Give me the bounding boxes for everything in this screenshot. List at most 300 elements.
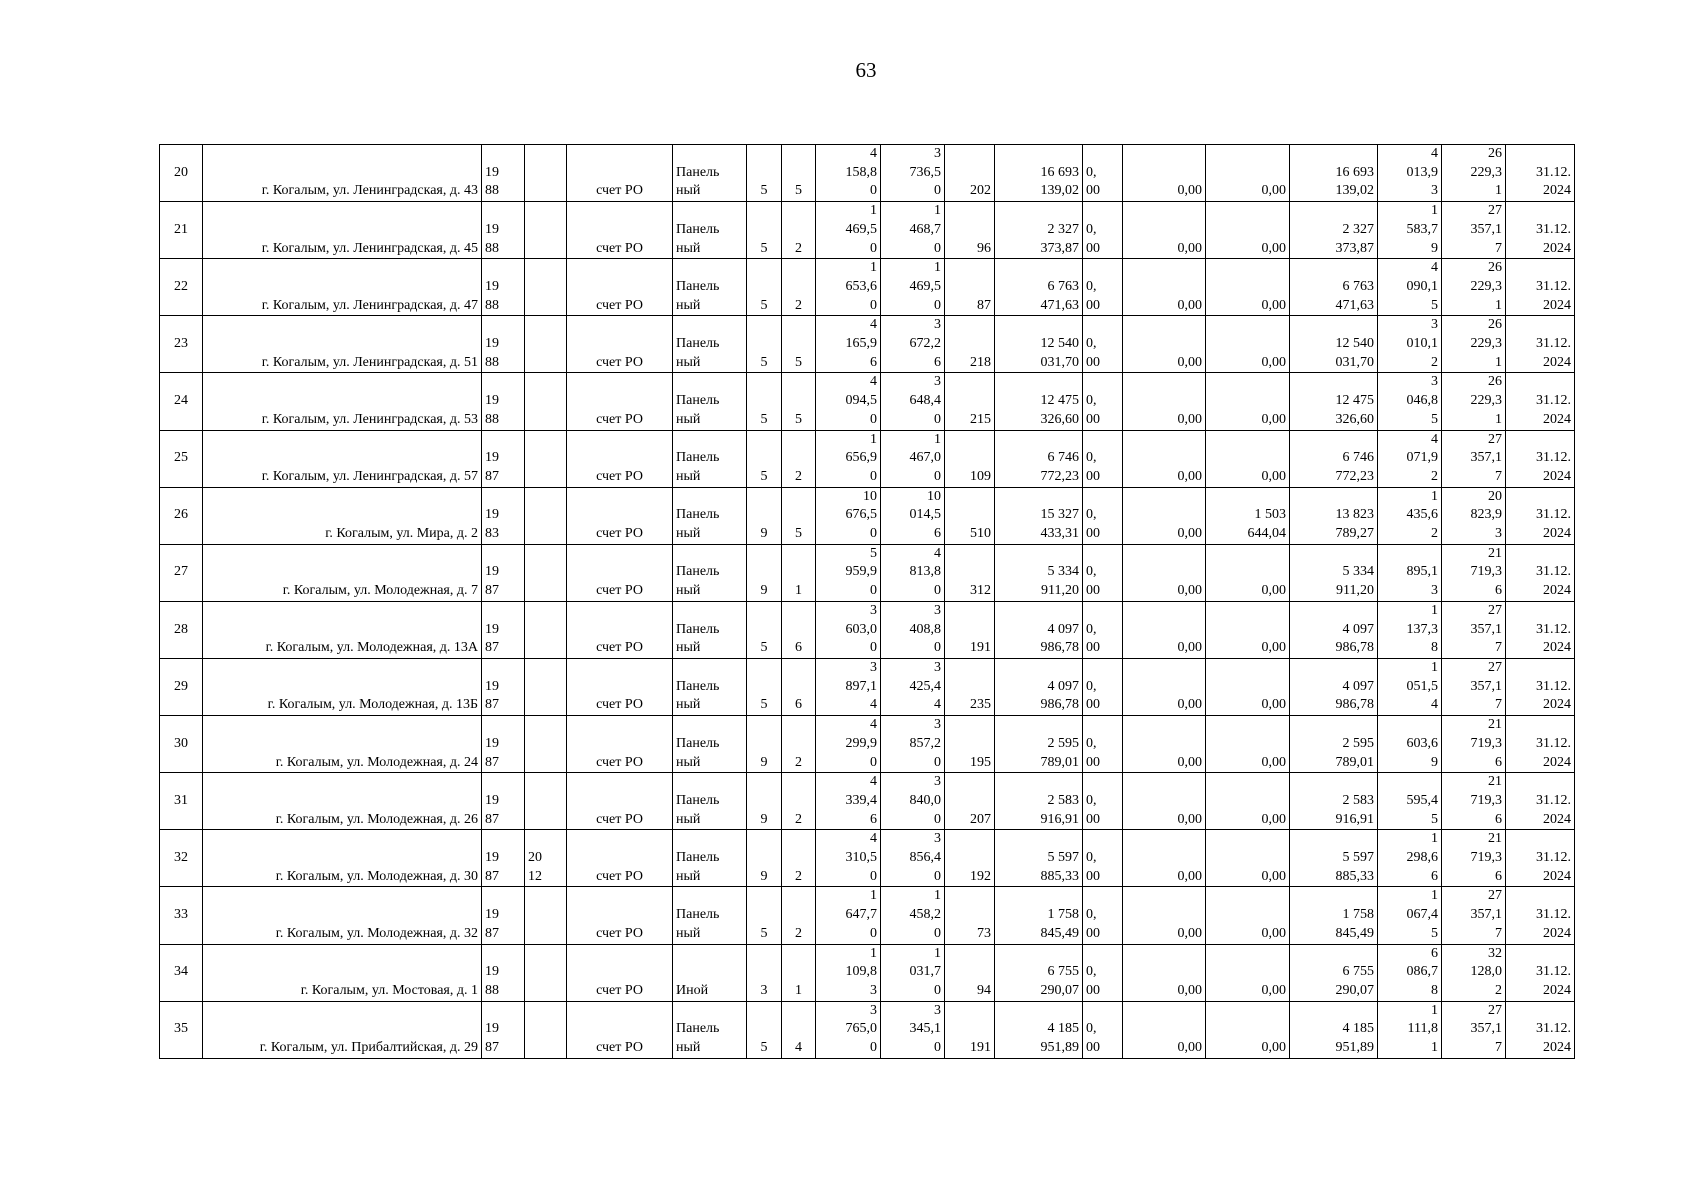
unit-cost-cell: 4 013,9 3 <box>1378 145 1442 202</box>
row-number: 27 <box>160 544 203 601</box>
unit-cost-cell: 595,4 5 <box>1378 773 1442 830</box>
row-number: 34 <box>160 944 203 1001</box>
build-year-cell: 19 87 <box>482 887 525 944</box>
wall-material-cell: Панель ный <box>673 544 747 601</box>
cost-fund-cell: 0, 00 <box>1083 773 1123 830</box>
address-cell: г. Когалым, ул. Ленинградская, д. 53 <box>203 373 482 430</box>
renovation-year-cell <box>525 716 567 773</box>
cost-owners-cell: 4 097 986,78 <box>1290 658 1378 715</box>
floors-cell: 5 <box>747 202 782 259</box>
build-year-cell: 19 83 <box>482 487 525 544</box>
wall-material-cell: Панель ный <box>673 145 747 202</box>
address-cell: г. Когалым, ул. Молодежная, д. 30 <box>203 830 482 887</box>
cost-local-cell: 0,00 <box>1206 1001 1290 1058</box>
cost-regional-cell: 0,00 <box>1123 430 1206 487</box>
cost-owners-cell: 12 475 326,60 <box>1290 373 1378 430</box>
residents-cell: 195 <box>945 716 995 773</box>
wall-material-cell: Панель ный <box>673 658 747 715</box>
total-area-cell: 3 765,0 0 <box>816 1001 881 1058</box>
cost-fund-cell: 0, 00 <box>1083 658 1123 715</box>
table-row <box>160 316 1575 373</box>
residents-cell: 202 <box>945 145 995 202</box>
renovation-year-cell <box>525 1001 567 1058</box>
total-cost-cell: 4 097 986,78 <box>995 658 1083 715</box>
cost-fund-cell: 0, 00 <box>1083 373 1123 430</box>
build-year-cell: 19 87 <box>482 716 525 773</box>
row-number: 22 <box>160 259 203 316</box>
cost-owners-cell: 12 540 031,70 <box>1290 316 1378 373</box>
address-cell: г. Когалым, ул. Молодежная, д. 13Б <box>203 658 482 715</box>
entrances-cell: 2 <box>782 202 816 259</box>
total-area-cell: 4 310,5 0 <box>816 830 881 887</box>
residents-cell: 312 <box>945 544 995 601</box>
unit-cost-cell: 895,1 3 <box>1378 544 1442 601</box>
renovation-year-cell <box>525 658 567 715</box>
row-number: 33 <box>160 887 203 944</box>
residents-cell: 510 <box>945 487 995 544</box>
residential-area-cell: 1 468,7 0 <box>881 202 945 259</box>
cost-local-cell: 1 503 644,04 <box>1206 487 1290 544</box>
total-cost-cell: 16 693 139,02 <box>995 145 1083 202</box>
cost-owners-cell: 6 746 772,23 <box>1290 430 1378 487</box>
residents-cell: 218 <box>945 316 995 373</box>
total-area-cell: 1 469,5 0 <box>816 202 881 259</box>
unit-cost-cell: 1 583,7 9 <box>1378 202 1442 259</box>
cost-regional-cell: 0,00 <box>1123 316 1206 373</box>
max-cost-cell: 21 719,3 6 <box>1442 773 1506 830</box>
cost-regional-cell: 0,00 <box>1123 373 1206 430</box>
deadline-cell: 31.12. 2024 <box>1506 487 1575 544</box>
deadline-cell: 31.12. 2024 <box>1506 430 1575 487</box>
cost-regional-cell: 0,00 <box>1123 202 1206 259</box>
residents-cell: 192 <box>945 830 995 887</box>
cost-owners-cell: 2 583 916,91 <box>1290 773 1378 830</box>
unit-cost-cell: 3 046,8 5 <box>1378 373 1442 430</box>
cost-owners-cell: 2 327 373,87 <box>1290 202 1378 259</box>
cost-owners-cell: 1 758 845,49 <box>1290 887 1378 944</box>
residents-cell: 215 <box>945 373 995 430</box>
total-area-cell: 1 647,7 0 <box>816 887 881 944</box>
deadline-cell: 31.12. 2024 <box>1506 373 1575 430</box>
cost-fund-cell: 0, 00 <box>1083 316 1123 373</box>
renovation-year-cell <box>525 145 567 202</box>
cost-fund-cell: 0, 00 <box>1083 430 1123 487</box>
wall-material-cell: Панель ный <box>673 1001 747 1058</box>
row-number: 35 <box>160 1001 203 1058</box>
entrances-cell: 2 <box>782 430 816 487</box>
entrances-cell: 6 <box>782 601 816 658</box>
address-cell: г. Когалым, ул. Ленинградская, д. 45 <box>203 202 482 259</box>
fund-method-cell: счет РО <box>567 487 673 544</box>
fund-method-cell: счет РО <box>567 716 673 773</box>
table-row <box>160 944 1575 1001</box>
renovation-year-cell <box>525 430 567 487</box>
address-cell: г. Когалым, ул. Прибалтийская, д. 29 <box>203 1001 482 1058</box>
unit-cost-cell: 1 435,6 2 <box>1378 487 1442 544</box>
table-row <box>160 544 1575 601</box>
table-row <box>160 1001 1575 1058</box>
build-year-cell: 19 88 <box>482 373 525 430</box>
deadline-cell: 31.12. 2024 <box>1506 259 1575 316</box>
fund-method-cell: счет РО <box>567 316 673 373</box>
wall-material-cell: Панель ный <box>673 601 747 658</box>
cost-regional-cell: 0,00 <box>1123 944 1206 1001</box>
build-year-cell: 19 88 <box>482 944 525 1001</box>
total-cost-cell: 2 583 916,91 <box>995 773 1083 830</box>
address-cell: г. Когалым, ул. Молодежная, д. 13А <box>203 601 482 658</box>
build-year-cell: 19 88 <box>482 259 525 316</box>
build-year-cell: 19 87 <box>482 773 525 830</box>
deadline-cell: 31.12. 2024 <box>1506 202 1575 259</box>
cost-regional-cell: 0,00 <box>1123 145 1206 202</box>
floors-cell: 5 <box>747 430 782 487</box>
page-number: 63 <box>855 58 877 82</box>
deadline-cell: 31.12. 2024 <box>1506 145 1575 202</box>
total-cost-cell: 1 758 845,49 <box>995 887 1083 944</box>
cost-owners-cell: 4 185 951,89 <box>1290 1001 1378 1058</box>
cost-owners-cell: 4 097 986,78 <box>1290 601 1378 658</box>
wall-material-cell: Панель ный <box>673 373 747 430</box>
deadline-cell: 31.12. 2024 <box>1506 316 1575 373</box>
build-year-cell: 19 88 <box>482 145 525 202</box>
wall-material-cell: Панель ный <box>673 716 747 773</box>
renovation-year-cell <box>525 373 567 430</box>
address-cell: г. Когалым, ул. Молодежная, д. 32 <box>203 887 482 944</box>
max-cost-cell: 27 357,1 7 <box>1442 887 1506 944</box>
wall-material-cell: Панель ный <box>673 316 747 373</box>
residential-area-cell: 3 408,8 0 <box>881 601 945 658</box>
wall-material-cell: Панель ный <box>673 887 747 944</box>
cost-fund-cell: 0, 00 <box>1083 887 1123 944</box>
build-year-cell: 19 87 <box>482 544 525 601</box>
table-row <box>160 716 1575 773</box>
fund-method-cell: счет РО <box>567 658 673 715</box>
total-cost-cell: 2 595 789,01 <box>995 716 1083 773</box>
total-cost-cell: 12 475 326,60 <box>995 373 1083 430</box>
build-year-cell: 19 87 <box>482 830 525 887</box>
table-body <box>160 145 1575 1059</box>
entrances-cell: 5 <box>782 487 816 544</box>
entrances-cell: 2 <box>782 830 816 887</box>
renovation-year-cell <box>525 944 567 1001</box>
residential-area-cell: 1 458,2 0 <box>881 887 945 944</box>
table-row <box>160 202 1575 259</box>
total-cost-cell: 6 763 471,63 <box>995 259 1083 316</box>
entrances-cell: 1 <box>782 544 816 601</box>
floors-cell: 9 <box>747 830 782 887</box>
floors-cell: 5 <box>747 145 782 202</box>
cost-fund-cell: 0, 00 <box>1083 202 1123 259</box>
residential-area-cell: 3 345,1 0 <box>881 1001 945 1058</box>
cost-owners-cell: 13 823 789,27 <box>1290 487 1378 544</box>
fund-method-cell: счет РО <box>567 202 673 259</box>
address-cell: г. Когалым, ул. Ленинградская, д. 43 <box>203 145 482 202</box>
total-cost-cell: 5 334 911,20 <box>995 544 1083 601</box>
total-cost-cell: 12 540 031,70 <box>995 316 1083 373</box>
renovation-year-cell <box>525 773 567 830</box>
floors-cell: 5 <box>747 887 782 944</box>
cost-regional-cell: 0,00 <box>1123 601 1206 658</box>
unit-cost-cell: 1 067,4 5 <box>1378 887 1442 944</box>
deadline-cell: 31.12. 2024 <box>1506 544 1575 601</box>
total-cost-cell: 5 597 885,33 <box>995 830 1083 887</box>
row-number: 21 <box>160 202 203 259</box>
cost-local-cell: 0,00 <box>1206 830 1290 887</box>
table-row <box>160 830 1575 887</box>
residents-cell: 87 <box>945 259 995 316</box>
cost-owners-cell: 5 597 885,33 <box>1290 830 1378 887</box>
renovation-year-cell: 20 12 <box>525 830 567 887</box>
cost-owners-cell: 5 334 911,20 <box>1290 544 1378 601</box>
residential-area-cell: 3 840,0 0 <box>881 773 945 830</box>
row-number: 26 <box>160 487 203 544</box>
max-cost-cell: 32 128,0 2 <box>1442 944 1506 1001</box>
address-cell: г. Когалым, ул. Молодежная, д. 24 <box>203 716 482 773</box>
total-area-cell: 4 165,9 6 <box>816 316 881 373</box>
deadline-cell: 31.12. 2024 <box>1506 944 1575 1001</box>
cost-local-cell: 0,00 <box>1206 316 1290 373</box>
deadline-cell: 31.12. 2024 <box>1506 830 1575 887</box>
cost-fund-cell: 0, 00 <box>1083 259 1123 316</box>
max-cost-cell: 27 357,1 7 <box>1442 601 1506 658</box>
entrances-cell: 1 <box>782 944 816 1001</box>
table-row <box>160 601 1575 658</box>
cost-local-cell: 0,00 <box>1206 601 1290 658</box>
max-cost-cell: 26 229,3 1 <box>1442 316 1506 373</box>
cost-local-cell: 0,00 <box>1206 658 1290 715</box>
total-cost-cell: 4 185 951,89 <box>995 1001 1083 1058</box>
cost-local-cell: 0,00 <box>1206 716 1290 773</box>
cost-fund-cell: 0, 00 <box>1083 487 1123 544</box>
residential-area-cell: 3 672,2 6 <box>881 316 945 373</box>
renovation-year-cell <box>525 544 567 601</box>
table-row <box>160 887 1575 944</box>
residential-area-cell: 4 813,8 0 <box>881 544 945 601</box>
total-area-cell: 3 603,0 0 <box>816 601 881 658</box>
total-cost-cell: 2 327 373,87 <box>995 202 1083 259</box>
deadline-cell: 31.12. 2024 <box>1506 601 1575 658</box>
unit-cost-cell: 1 111,8 1 <box>1378 1001 1442 1058</box>
total-area-cell: 1 109,8 3 <box>816 944 881 1001</box>
residential-area-cell: 3 425,4 4 <box>881 658 945 715</box>
row-number: 23 <box>160 316 203 373</box>
cost-regional-cell: 0,00 <box>1123 716 1206 773</box>
fund-method-cell: счет РО <box>567 601 673 658</box>
cost-regional-cell: 0,00 <box>1123 887 1206 944</box>
deadline-cell: 31.12. 2024 <box>1506 716 1575 773</box>
entrances-cell: 5 <box>782 373 816 430</box>
wall-material-cell: Панель ный <box>673 487 747 544</box>
cost-fund-cell: 0, 00 <box>1083 601 1123 658</box>
wall-material-cell: Панель ный <box>673 202 747 259</box>
cost-fund-cell: 0, 00 <box>1083 1001 1123 1058</box>
cost-fund-cell: 0, 00 <box>1083 716 1123 773</box>
max-cost-cell: 26 229,3 1 <box>1442 259 1506 316</box>
renovation-year-cell <box>525 316 567 373</box>
residential-area-cell: 3 857,2 0 <box>881 716 945 773</box>
build-year-cell: 19 87 <box>482 658 525 715</box>
total-cost-cell: 15 327 433,31 <box>995 487 1083 544</box>
renovation-year-cell <box>525 202 567 259</box>
total-cost-cell: 4 097 986,78 <box>995 601 1083 658</box>
residents-cell: 235 <box>945 658 995 715</box>
table-row <box>160 773 1575 830</box>
residents-cell: 207 <box>945 773 995 830</box>
renovation-year-cell <box>525 259 567 316</box>
wall-material-cell: Панель ный <box>673 773 747 830</box>
residential-area-cell: 10 014,5 6 <box>881 487 945 544</box>
cost-regional-cell: 0,00 <box>1123 773 1206 830</box>
cost-local-cell: 0,00 <box>1206 430 1290 487</box>
entrances-cell: 5 <box>782 145 816 202</box>
floors-cell: 9 <box>747 487 782 544</box>
total-area-cell: 4 299,9 0 <box>816 716 881 773</box>
renovation-year-cell <box>525 601 567 658</box>
entrances-cell: 2 <box>782 716 816 773</box>
cost-local-cell: 0,00 <box>1206 373 1290 430</box>
total-area-cell: 4 158,8 0 <box>816 145 881 202</box>
cost-local-cell: 0,00 <box>1206 887 1290 944</box>
cost-owners-cell: 16 693 139,02 <box>1290 145 1378 202</box>
total-cost-cell: 6 746 772,23 <box>995 430 1083 487</box>
table-row <box>160 145 1575 202</box>
unit-cost-cell: 4 090,1 5 <box>1378 259 1442 316</box>
table-row <box>160 430 1575 487</box>
address-cell: г. Когалым, ул. Ленинградская, д. 57 <box>203 430 482 487</box>
floors-cell: 5 <box>747 316 782 373</box>
fund-method-cell: счет РО <box>567 944 673 1001</box>
total-area-cell: 4 094,5 0 <box>816 373 881 430</box>
entrances-cell: 5 <box>782 316 816 373</box>
table-row <box>160 487 1575 544</box>
address-cell: г. Когалым, ул. Мира, д. 2 <box>203 487 482 544</box>
wall-material-cell: Панель ный <box>673 259 747 316</box>
cost-regional-cell: 0,00 <box>1123 487 1206 544</box>
entrances-cell: 4 <box>782 1001 816 1058</box>
max-cost-cell: 21 719,3 6 <box>1442 830 1506 887</box>
fund-method-cell: счет РО <box>567 145 673 202</box>
entrances-cell: 6 <box>782 658 816 715</box>
row-number: 32 <box>160 830 203 887</box>
cost-owners-cell: 6 763 471,63 <box>1290 259 1378 316</box>
residential-area-cell: 1 467,0 0 <box>881 430 945 487</box>
table-row <box>160 658 1575 715</box>
unit-cost-cell: 4 071,9 2 <box>1378 430 1442 487</box>
address-cell: г. Когалым, ул. Мостовая, д. 1 <box>203 944 482 1001</box>
floors-cell: 5 <box>747 658 782 715</box>
cost-regional-cell: 0,00 <box>1123 830 1206 887</box>
residents-cell: 109 <box>945 430 995 487</box>
renovation-year-cell <box>525 487 567 544</box>
table-row <box>160 259 1575 316</box>
cost-regional-cell: 0,00 <box>1123 259 1206 316</box>
deadline-cell: 31.12. 2024 <box>1506 658 1575 715</box>
max-cost-cell: 21 719,3 6 <box>1442 544 1506 601</box>
residents-cell: 96 <box>945 202 995 259</box>
max-cost-cell: 21 719,3 6 <box>1442 716 1506 773</box>
fund-method-cell: счет РО <box>567 1001 673 1058</box>
total-area-cell: 4 339,4 6 <box>816 773 881 830</box>
entrances-cell: 2 <box>782 259 816 316</box>
unit-cost-cell: 603,6 9 <box>1378 716 1442 773</box>
cost-local-cell: 0,00 <box>1206 944 1290 1001</box>
table-row <box>160 373 1575 430</box>
row-number: 20 <box>160 145 203 202</box>
cost-local-cell: 0,00 <box>1206 773 1290 830</box>
residential-area-cell: 3 736,5 0 <box>881 145 945 202</box>
deadline-cell: 31.12. 2024 <box>1506 887 1575 944</box>
address-cell: г. Когалым, ул. Молодежная, д. 7 <box>203 544 482 601</box>
cost-regional-cell: 0,00 <box>1123 544 1206 601</box>
floors-cell: 9 <box>747 544 782 601</box>
residential-area-cell: 1 469,5 0 <box>881 259 945 316</box>
cost-fund-cell: 0, 00 <box>1083 830 1123 887</box>
entrances-cell: 2 <box>782 887 816 944</box>
unit-cost-cell: 6 086,7 8 <box>1378 944 1442 1001</box>
row-number: 30 <box>160 716 203 773</box>
cost-fund-cell: 0, 00 <box>1083 544 1123 601</box>
unit-cost-cell: 1 298,6 6 <box>1378 830 1442 887</box>
row-number: 29 <box>160 658 203 715</box>
residential-area-cell: 3 648,4 0 <box>881 373 945 430</box>
floors-cell: 9 <box>747 773 782 830</box>
floors-cell: 5 <box>747 1001 782 1058</box>
floors-cell: 9 <box>747 716 782 773</box>
build-year-cell: 19 88 <box>482 316 525 373</box>
cost-local-cell: 0,00 <box>1206 145 1290 202</box>
wall-material-cell: Иной <box>673 944 747 1001</box>
deadline-cell: 31.12. 2024 <box>1506 773 1575 830</box>
wall-material-cell: Панель ный <box>673 830 747 887</box>
fund-method-cell: счет РО <box>567 430 673 487</box>
houses-table <box>159 144 1575 1059</box>
wall-material-cell: Панель ный <box>673 430 747 487</box>
fund-method-cell: счет РО <box>567 773 673 830</box>
deadline-cell: 31.12. 2024 <box>1506 1001 1575 1058</box>
row-number: 25 <box>160 430 203 487</box>
cost-regional-cell: 0,00 <box>1123 1001 1206 1058</box>
fund-method-cell: счет РО <box>567 830 673 887</box>
cost-local-cell: 0,00 <box>1206 259 1290 316</box>
max-cost-cell: 20 823,9 3 <box>1442 487 1506 544</box>
residents-cell: 73 <box>945 887 995 944</box>
build-year-cell: 19 87 <box>482 430 525 487</box>
total-area-cell: 3 897,1 4 <box>816 658 881 715</box>
entrances-cell: 2 <box>782 773 816 830</box>
cost-fund-cell: 0, 00 <box>1083 944 1123 1001</box>
residential-area-cell: 3 856,4 0 <box>881 830 945 887</box>
row-number: 24 <box>160 373 203 430</box>
cost-regional-cell: 0,00 <box>1123 658 1206 715</box>
floors-cell: 3 <box>747 944 782 1001</box>
fund-method-cell: счет РО <box>567 544 673 601</box>
row-number: 28 <box>160 601 203 658</box>
max-cost-cell: 27 357,1 7 <box>1442 202 1506 259</box>
residents-cell: 94 <box>945 944 995 1001</box>
row-number: 31 <box>160 773 203 830</box>
floors-cell: 5 <box>747 601 782 658</box>
cost-fund-cell: 0, 00 <box>1083 145 1123 202</box>
residents-cell: 191 <box>945 601 995 658</box>
floors-cell: 5 <box>747 259 782 316</box>
build-year-cell: 19 87 <box>482 1001 525 1058</box>
total-cost-cell: 6 755 290,07 <box>995 944 1083 1001</box>
floors-cell: 5 <box>747 373 782 430</box>
cost-local-cell: 0,00 <box>1206 202 1290 259</box>
unit-cost-cell: 1 137,3 8 <box>1378 601 1442 658</box>
max-cost-cell: 26 229,3 1 <box>1442 373 1506 430</box>
build-year-cell: 19 88 <box>482 202 525 259</box>
